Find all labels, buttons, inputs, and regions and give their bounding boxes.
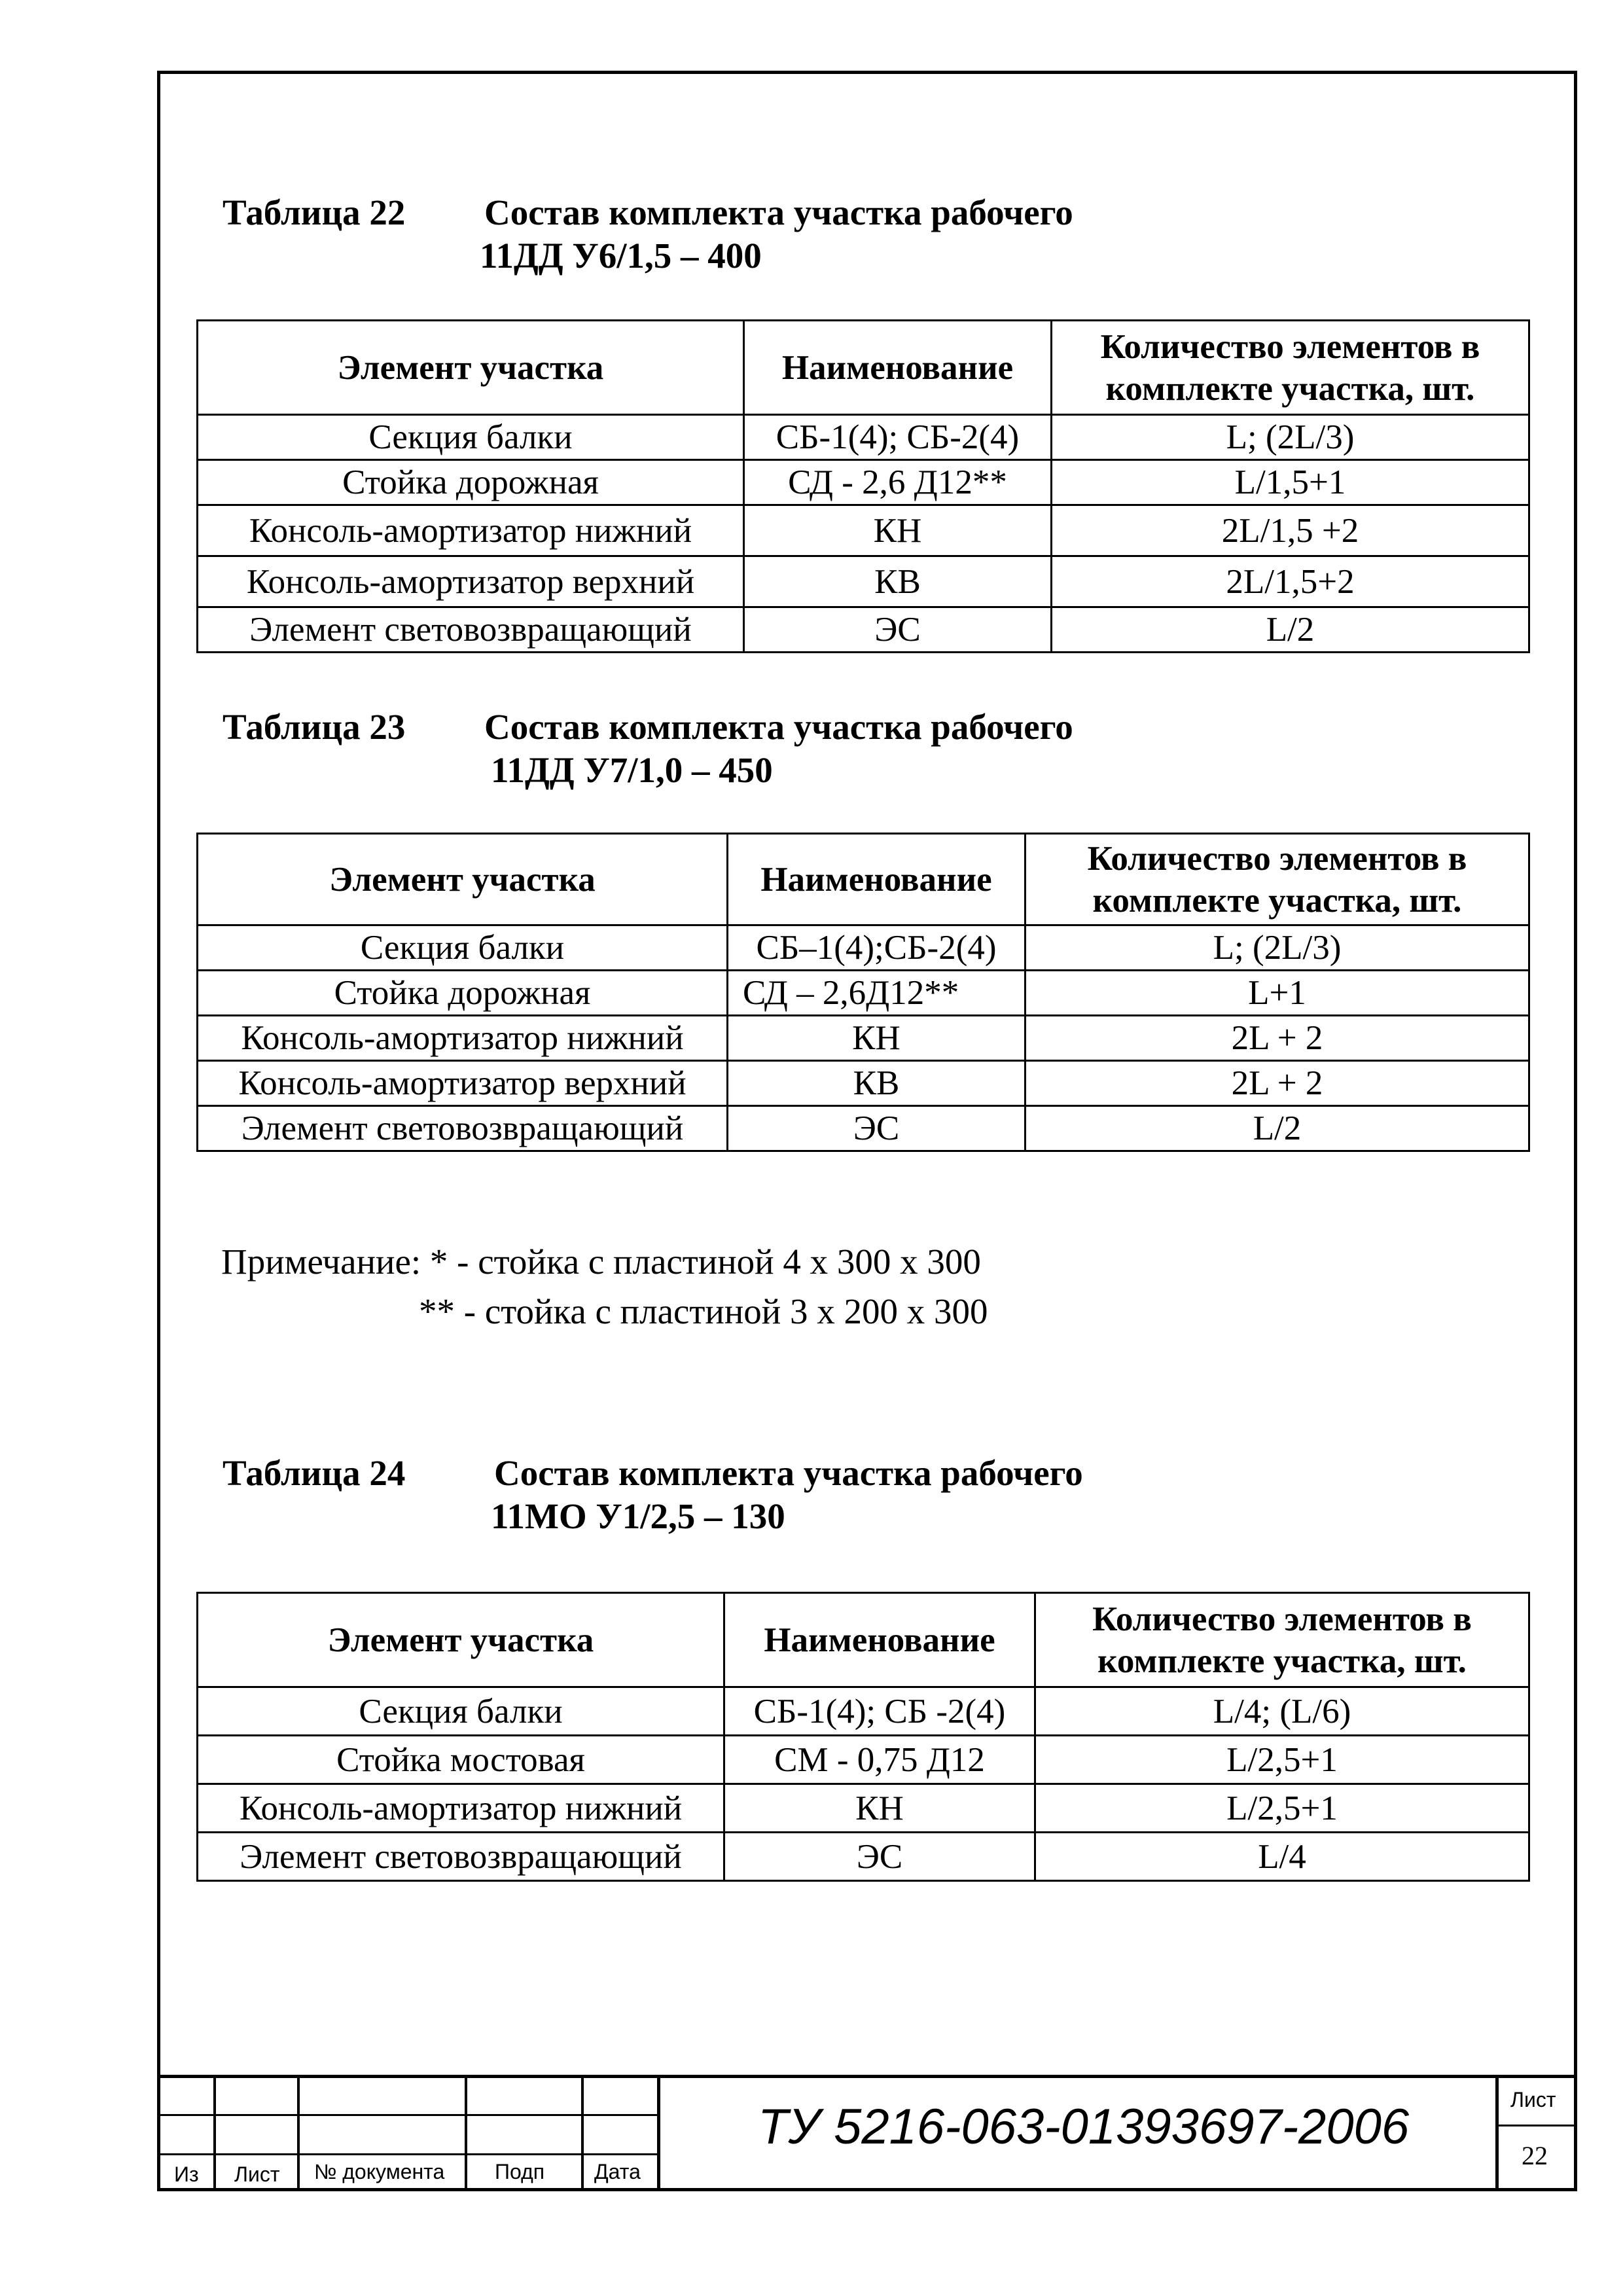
cell: КН <box>728 1016 1026 1061</box>
table-number: Таблица 22 <box>223 192 406 232</box>
cell: L/2,5+1 <box>1035 1736 1529 1784</box>
cell: Консоль-амортизатор верхний <box>198 1061 728 1106</box>
table-row <box>198 925 1529 971</box>
stamp-grid-line <box>1495 2075 1499 2191</box>
table-row <box>198 460 1529 505</box>
cell: Консоль-амортизатор нижний <box>198 1016 728 1061</box>
header-quantity: Количество элементов в комплекте участка, шт. <box>1026 834 1529 925</box>
cell: Консоль-амортизатор верхний <box>198 556 744 607</box>
cell: КН <box>724 1784 1035 1833</box>
header-quantity: Количество элементов в комплекте участка, шт. <box>1052 321 1529 415</box>
stamp-label-date: Дата <box>594 2160 641 2183</box>
table-row <box>198 505 1529 556</box>
cell: Элемент световозвращающий <box>198 607 744 653</box>
cell: Секция балки <box>198 925 728 971</box>
header-element: Элемент участка <box>198 321 744 415</box>
table-22 <box>196 319 1530 653</box>
header-quantity: Количество элементов в комплекте участка, шт. <box>1035 1593 1529 1687</box>
header-name: Наименование <box>724 1593 1035 1687</box>
header-name: Наименование <box>728 834 1026 925</box>
cell: L; (2L/3) <box>1026 925 1529 971</box>
cell: Консоль-амортизатор нижний <box>198 1784 724 1833</box>
cell: L/2,5+1 <box>1035 1784 1529 1833</box>
stamp-grid-line <box>213 2075 216 2191</box>
cell: Секция балки <box>198 1687 724 1736</box>
cell: СД – 2,6Д12** <box>728 971 1026 1016</box>
table-row <box>198 556 1529 607</box>
cell: 2L/1,5 +2 <box>1052 505 1529 556</box>
cell: Консоль-амортизатор нижний <box>198 505 744 556</box>
cell: L/2 <box>1052 607 1529 653</box>
cell: ЭС <box>724 1833 1035 1881</box>
table-caption: Состав комплекта участка рабочего <box>494 1453 1083 1493</box>
table-row <box>198 1016 1529 1061</box>
stamp-grid-line <box>581 2075 584 2191</box>
title-block <box>157 2075 1577 2191</box>
header-element: Элемент участка <box>198 834 728 925</box>
table-row <box>198 1784 1529 1833</box>
table-row <box>198 1061 1529 1106</box>
stamp-label-sign: Подп <box>495 2160 545 2183</box>
table-row <box>198 607 1529 653</box>
header-element: Элемент участка <box>198 1593 724 1687</box>
cell: L/2 <box>1026 1106 1529 1151</box>
table-caption: Состав комплекта участка рабочего <box>484 192 1073 232</box>
table-row <box>198 971 1529 1016</box>
cell: ЭС <box>744 607 1052 653</box>
cell: КВ <box>728 1061 1026 1106</box>
table-number: Таблица 23 <box>223 707 406 747</box>
stamp-label-izm: Из <box>174 2162 199 2186</box>
cell: L+1 <box>1026 971 1529 1016</box>
cell: Стойка дорожная <box>198 460 744 505</box>
table-row <box>198 1106 1529 1151</box>
cell: СБ-1(4); СБ -2(4) <box>724 1687 1035 1736</box>
table-row <box>198 1833 1529 1881</box>
cell: Элемент световозвращающий <box>198 1833 724 1881</box>
table-subtitle: 11ДД У7/1,0 – 450 <box>491 750 773 790</box>
stamp-grid-line <box>657 2075 660 2191</box>
sheet-number: 22 <box>1522 2141 1548 2170</box>
stamp-grid-line <box>157 2114 660 2116</box>
cell: L/4 <box>1035 1833 1529 1881</box>
table-row <box>198 415 1529 460</box>
cell: СД - 2,6 Д12** <box>744 460 1052 505</box>
header-name: Наименование <box>744 321 1052 415</box>
cell: L/1,5+1 <box>1052 460 1529 505</box>
cell: 2L + 2 <box>1026 1061 1529 1106</box>
stamp-border-top <box>157 2075 1577 2078</box>
cell: L/4; (L/6) <box>1035 1687 1529 1736</box>
cell: КВ <box>744 556 1052 607</box>
cell: Элемент световозвращающий <box>198 1106 728 1151</box>
cell: Секция балки <box>198 415 744 460</box>
cell: Стойка дорожная <box>198 971 728 1016</box>
document-number: ТУ 5216-063-01393697-2006 <box>758 2099 1410 2155</box>
table-23 <box>196 833 1530 1152</box>
cell: 2L + 2 <box>1026 1016 1529 1061</box>
stamp-grid-line <box>297 2075 300 2191</box>
sheet-label: Лист <box>1510 2088 1556 2111</box>
note-line-1: Примечание: * - стойка с пластиной 4 х 300 х 300 <box>221 1242 981 1282</box>
table-row <box>198 1736 1529 1784</box>
cell: L; (2L/3) <box>1052 415 1529 460</box>
stamp-label-doc: № документа <box>314 2160 445 2183</box>
table-caption: Состав комплекта участка рабочего <box>484 707 1073 747</box>
cell: Стойка мостовая <box>198 1736 724 1784</box>
stamp-label-list: Лист <box>234 2162 280 2186</box>
stamp-grid-line <box>157 2153 660 2155</box>
cell: СБ-1(4); СБ-2(4) <box>744 415 1052 460</box>
cell: ЭС <box>728 1106 1026 1151</box>
table-row <box>198 1687 1529 1736</box>
cell: КН <box>744 505 1052 556</box>
table-subtitle: 11ДД У6/1,5 – 400 <box>480 236 762 276</box>
cell: 2L/1,5+2 <box>1052 556 1529 607</box>
cell: СБ–1(4);СБ-2(4) <box>728 925 1026 971</box>
table-24 <box>196 1592 1530 1882</box>
stamp-grid-line <box>465 2075 467 2191</box>
table-subtitle: 11МО У1/2,5 – 130 <box>491 1496 785 1536</box>
table-number: Таблица 24 <box>223 1453 406 1493</box>
note-line-2: ** - стойка с пластиной 3 х 200 х 300 <box>419 1291 988 1331</box>
cell: СМ - 0,75 Д12 <box>724 1736 1035 1784</box>
stamp-grid-line <box>1495 2125 1577 2126</box>
